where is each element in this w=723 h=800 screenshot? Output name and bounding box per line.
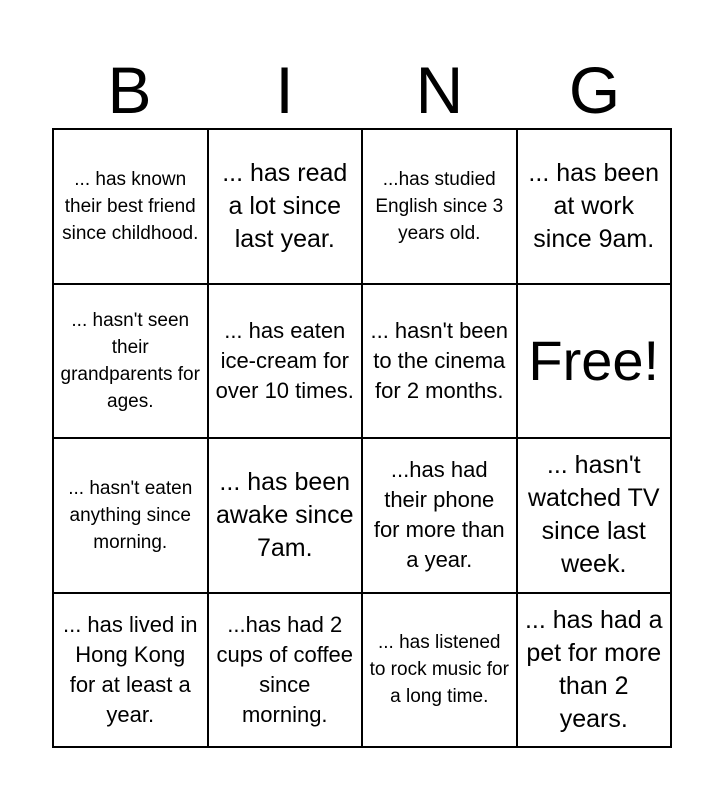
bingo-square[interactable] <box>517 593 672 748</box>
bingo-square[interactable] <box>53 438 208 593</box>
title-letter-g: G <box>568 53 621 127</box>
square-text: Free! <box>528 328 660 392</box>
title-letter-b: B <box>107 53 152 127</box>
bingo-square[interactable] <box>208 284 363 439</box>
bingo-square[interactable] <box>362 438 517 593</box>
square-text: ... hasn't been to the cinema for 2 months. <box>370 317 509 403</box>
bingo-title <box>52 52 672 128</box>
square-text: ... has lived in Hong Kong for at least a year. <box>62 611 198 727</box>
bingo-card <box>52 128 672 748</box>
square-text: ... has known their best friend since childhood. <box>62 168 199 244</box>
bingo-square[interactable] <box>208 129 363 284</box>
bingo-square[interactable] <box>517 129 672 284</box>
bingo-square[interactable] <box>53 129 208 284</box>
bingo-square[interactable] <box>208 438 363 593</box>
free-square[interactable] <box>517 284 672 439</box>
title-letter-n: N <box>415 53 464 127</box>
square-text: ... has read a lot since last year. <box>222 158 348 253</box>
square-text: ... has had a pet for more than 2 years. <box>524 605 663 733</box>
square-text: ... has eaten ice-cream for over 10 times. <box>215 317 354 403</box>
square-text: ...has had their phone for more than a year. <box>373 457 505 573</box>
bingo-square[interactable] <box>53 593 208 748</box>
bingo-square[interactable] <box>208 593 363 748</box>
square-text: ... hasn't seen their grandparents for ages. <box>60 309 200 412</box>
square-text: ...has had 2 cups of coffee since morning. <box>216 611 354 727</box>
square-text: ... hasn't eaten anything since morning. <box>68 477 193 553</box>
square-text: ... hasn't watched TV since last week. <box>527 451 660 579</box>
bingo-square[interactable] <box>517 438 672 593</box>
square-text: ...has studied English since 3 years old. <box>375 168 504 244</box>
title-letter-i: I <box>275 53 294 127</box>
bingo-square[interactable] <box>362 129 517 284</box>
bingo-square[interactable] <box>53 284 208 439</box>
bingo-square[interactable] <box>362 284 517 439</box>
square-text: ... has been awake since 7am. <box>215 467 354 562</box>
bingo-square[interactable] <box>362 593 517 748</box>
square-text: ... has listened to rock music for a long time. <box>369 632 509 708</box>
square-text: ... has been at work since 9am. <box>528 158 660 253</box>
